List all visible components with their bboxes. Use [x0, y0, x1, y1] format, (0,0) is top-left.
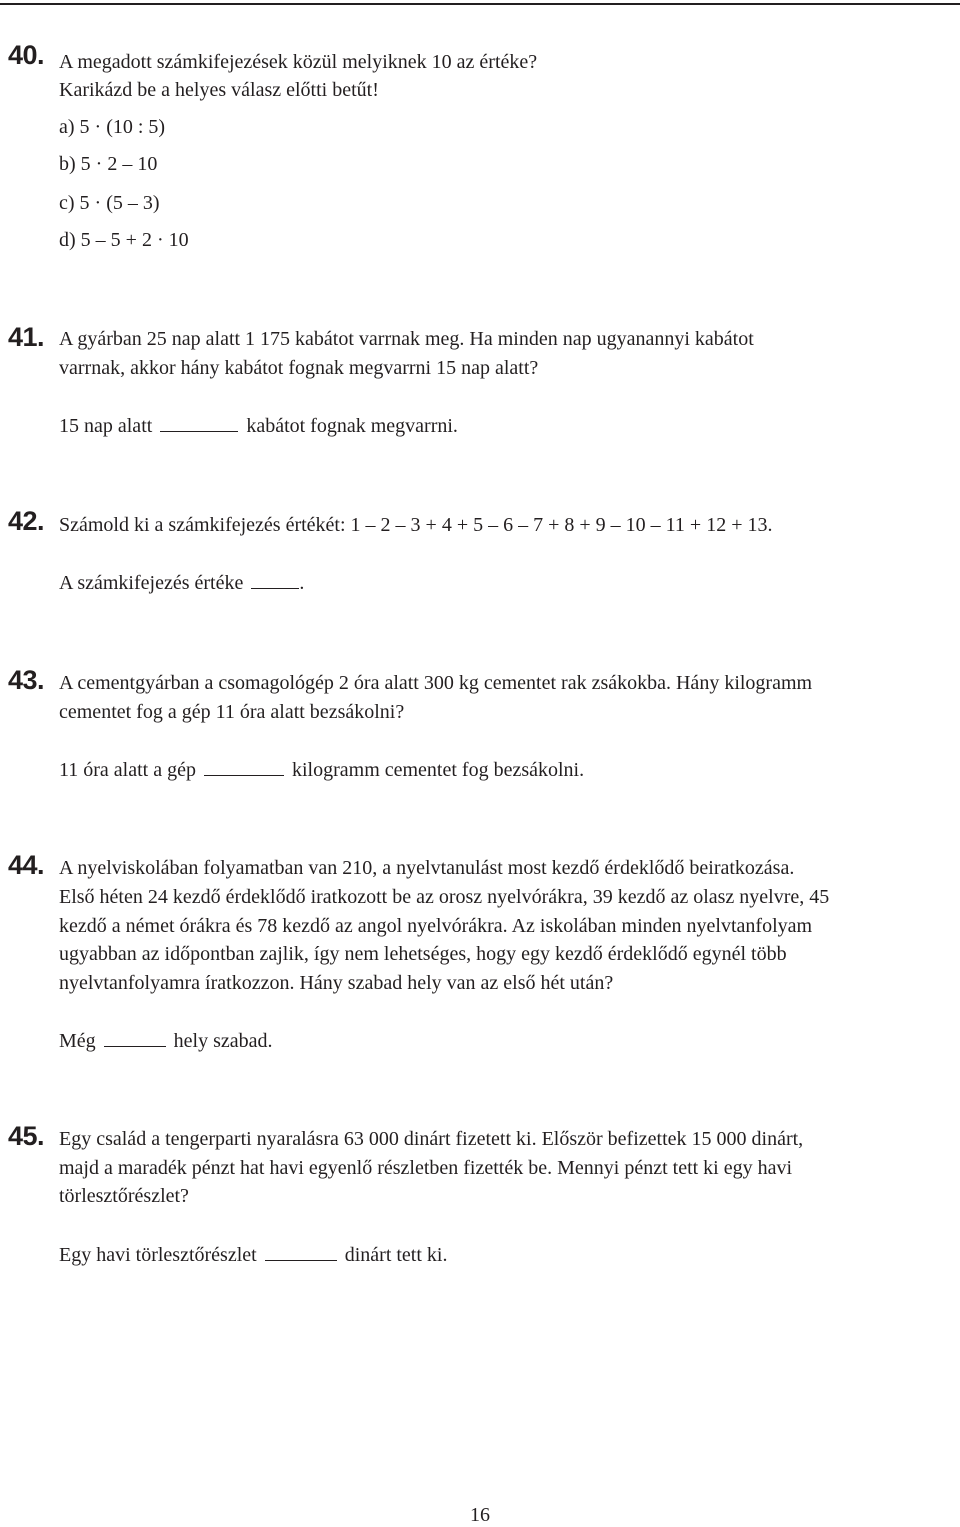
answer-line	[59, 413, 458, 438]
problem-text-line: cementet fog a gép 11 óra alatt bezsákolni?	[59, 701, 405, 723]
top-rule	[0, 3, 960, 5]
option-c[interactable]: c) 5 · (5 – 3)	[59, 192, 160, 214]
problem-number: 44.	[8, 850, 45, 880]
option-a[interactable]: a) 5 · (10 : 5)	[59, 116, 166, 138]
problem-text-line: varrnak, akkor hány kabátot fognak megvarrni 15 nap alatt?	[59, 357, 539, 379]
problem-text-line: ugyabban az időpontban zajlik, így nem lehetséges, hogy egy kezdő érdeklődő egynél több	[59, 943, 787, 965]
answer-suffix: dinárt tett ki.	[344, 1244, 448, 1266]
answer-blank[interactable]	[265, 1242, 337, 1261]
problem-text-line: Egy család a tengerparti nyaralásra 63 000 dinárt fizetett ki. Először befizettek 15 000 dinárt,	[59, 1128, 804, 1150]
problem-text-line: A gyárban 25 nap alatt 1 175 kabátot varrnak meg. Ha minden nap ugyanannyi kabátot	[59, 328, 754, 350]
option-d[interactable]: d) 5 – 5 + 2 · 10	[59, 229, 189, 251]
answer-prefix: Egy havi törlesztőrészlet	[59, 1244, 257, 1266]
answer-line	[59, 570, 304, 595]
answer-prefix: 15 nap alatt	[59, 415, 153, 437]
answer-line	[59, 757, 584, 782]
problem-text-line: Karikázd be a helyes válasz előtti betűt!	[59, 79, 379, 101]
problem-text-line: törlesztőrészlet?	[59, 1185, 189, 1207]
answer-blank[interactable]	[160, 413, 238, 432]
problem-number: 43.	[8, 665, 45, 695]
problem-text-line: Számold ki a számkifejezés értékét: 1 – 2 – 3 + 4 + 5 – 6 – 7 + 8 + 9 – 10 – 11 + 12 + 13.	[59, 514, 773, 536]
answer-line	[59, 1028, 273, 1053]
answer-suffix: .	[299, 572, 305, 594]
problem-number: 40.	[8, 40, 45, 70]
problem-text-line: nyelvtanfolyamra íratkozzon. Hány szabad hely van az első hét után?	[59, 972, 614, 994]
problem-text-line: kezdő a német órákra és 78 kezdő az angol nyelvórákra. Az iskolában minden nyelvtanfolyam	[59, 915, 813, 937]
answer-suffix: hely szabad.	[173, 1030, 273, 1052]
problem-number: 42.	[8, 506, 45, 536]
answer-suffix: kilogramm cementet fog bezsákolni.	[291, 759, 585, 781]
answer-blank[interactable]	[251, 570, 299, 589]
answer-prefix: A számkifejezés értéke	[59, 572, 244, 594]
answer-prefix: 11 óra alatt a gép	[59, 759, 196, 781]
problem-text-line: majd a maradék pénzt hat havi egyenlő részletben fizették be. Mennyi pénzt tett ki egy havi	[59, 1157, 793, 1179]
answer-line	[59, 1242, 447, 1267]
answer-suffix: kabátot fognak megvarrni.	[246, 415, 458, 437]
problem-text-line: A megadott számkifejezések közül melyiknek 10 az értéke?	[59, 51, 538, 73]
answer-blank[interactable]	[204, 757, 284, 776]
option-b[interactable]: b) 5 · 2 – 10	[59, 153, 158, 175]
problem-text-line: A cementgyárban a csomagológép 2 óra alatt 300 kg cementet rak zsákokba. Hány kilogramm	[59, 672, 813, 694]
answer-prefix: Még	[59, 1030, 96, 1052]
answer-blank[interactable]	[104, 1028, 166, 1047]
problem-number: 45.	[8, 1121, 45, 1151]
problem-text-line: Első héten 24 kezdő érdeklődő iratkozott be az orosz nyelvórákra, 39 kezdő az olasz nyelvre, 45	[59, 886, 830, 908]
problem-text-line: A nyelviskolában folyamatban van 210, a nyelvtanulást most kezdő érdeklődő beiratkozása.	[59, 857, 795, 879]
page-number: 16	[470, 1504, 490, 1526]
problem-number: 41.	[8, 322, 45, 352]
